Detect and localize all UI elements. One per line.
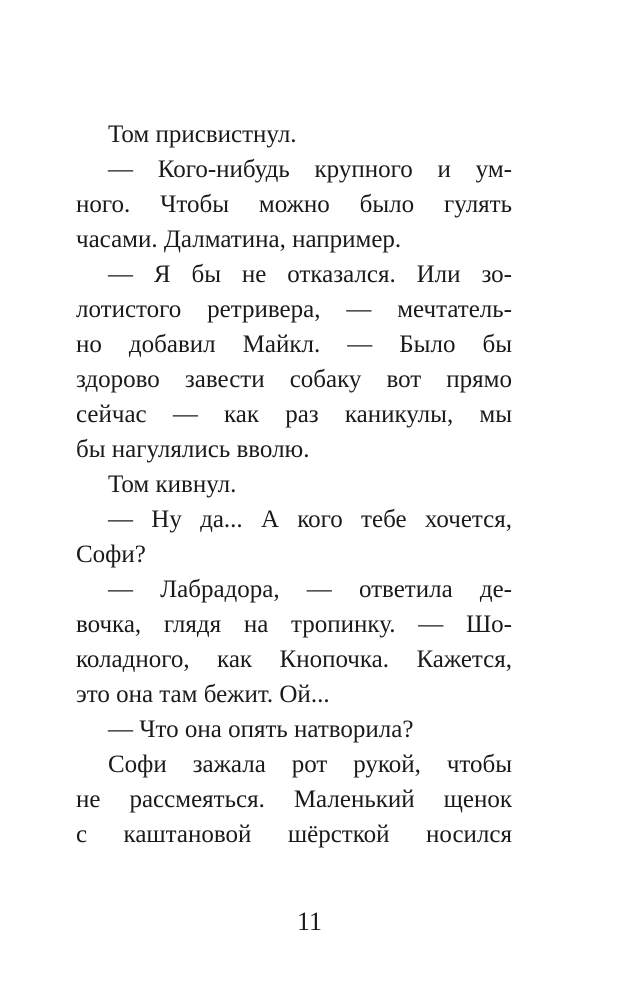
page-number: 11 xyxy=(296,907,323,936)
body-text xyxy=(76,117,512,852)
text-line: Софи зажала рот рукой, чтобы xyxy=(108,751,512,778)
text-line: но добавил Майкл. — Было бы xyxy=(76,331,512,358)
text-line: — Я бы не отказался. Или зо- xyxy=(108,261,512,288)
text-line: Том присвистнул. xyxy=(108,121,297,148)
text-line: — Ну да... А кого тебе хочется, xyxy=(108,506,512,533)
text-line: вочка, глядя на тропинку. — Шо- xyxy=(76,611,512,638)
text-line: ного. Чтобы можно было гулять xyxy=(76,191,512,218)
text-line: это она там бежит. Ой... xyxy=(76,681,330,708)
text-line: Том кивнул. xyxy=(108,471,237,498)
text-line: не рассмеяться. Маленький щенок xyxy=(76,786,512,813)
text-line: — Лабрадора, — ответила де- xyxy=(108,576,512,603)
text-line: коладного, как Кнопочка. Кажется, xyxy=(76,646,512,673)
text-line: лотистого ретривера, — мечтатель- xyxy=(76,296,512,323)
text-line: бы нагулялись вволю. xyxy=(76,436,310,463)
text-line: сейчас — как раз каникулы, мы xyxy=(76,401,512,428)
text-line: — Что она опять натворила? xyxy=(108,716,414,743)
text-line: Софи? xyxy=(76,541,146,568)
text-line: здорово завести собаку вот прямо xyxy=(76,366,512,393)
text-line: — Кого-нибудь крупного и ум- xyxy=(108,156,512,183)
text-line: часами. Далматина, например. xyxy=(76,226,402,253)
text-line: с каштановой шёрсткой носился xyxy=(76,821,512,848)
